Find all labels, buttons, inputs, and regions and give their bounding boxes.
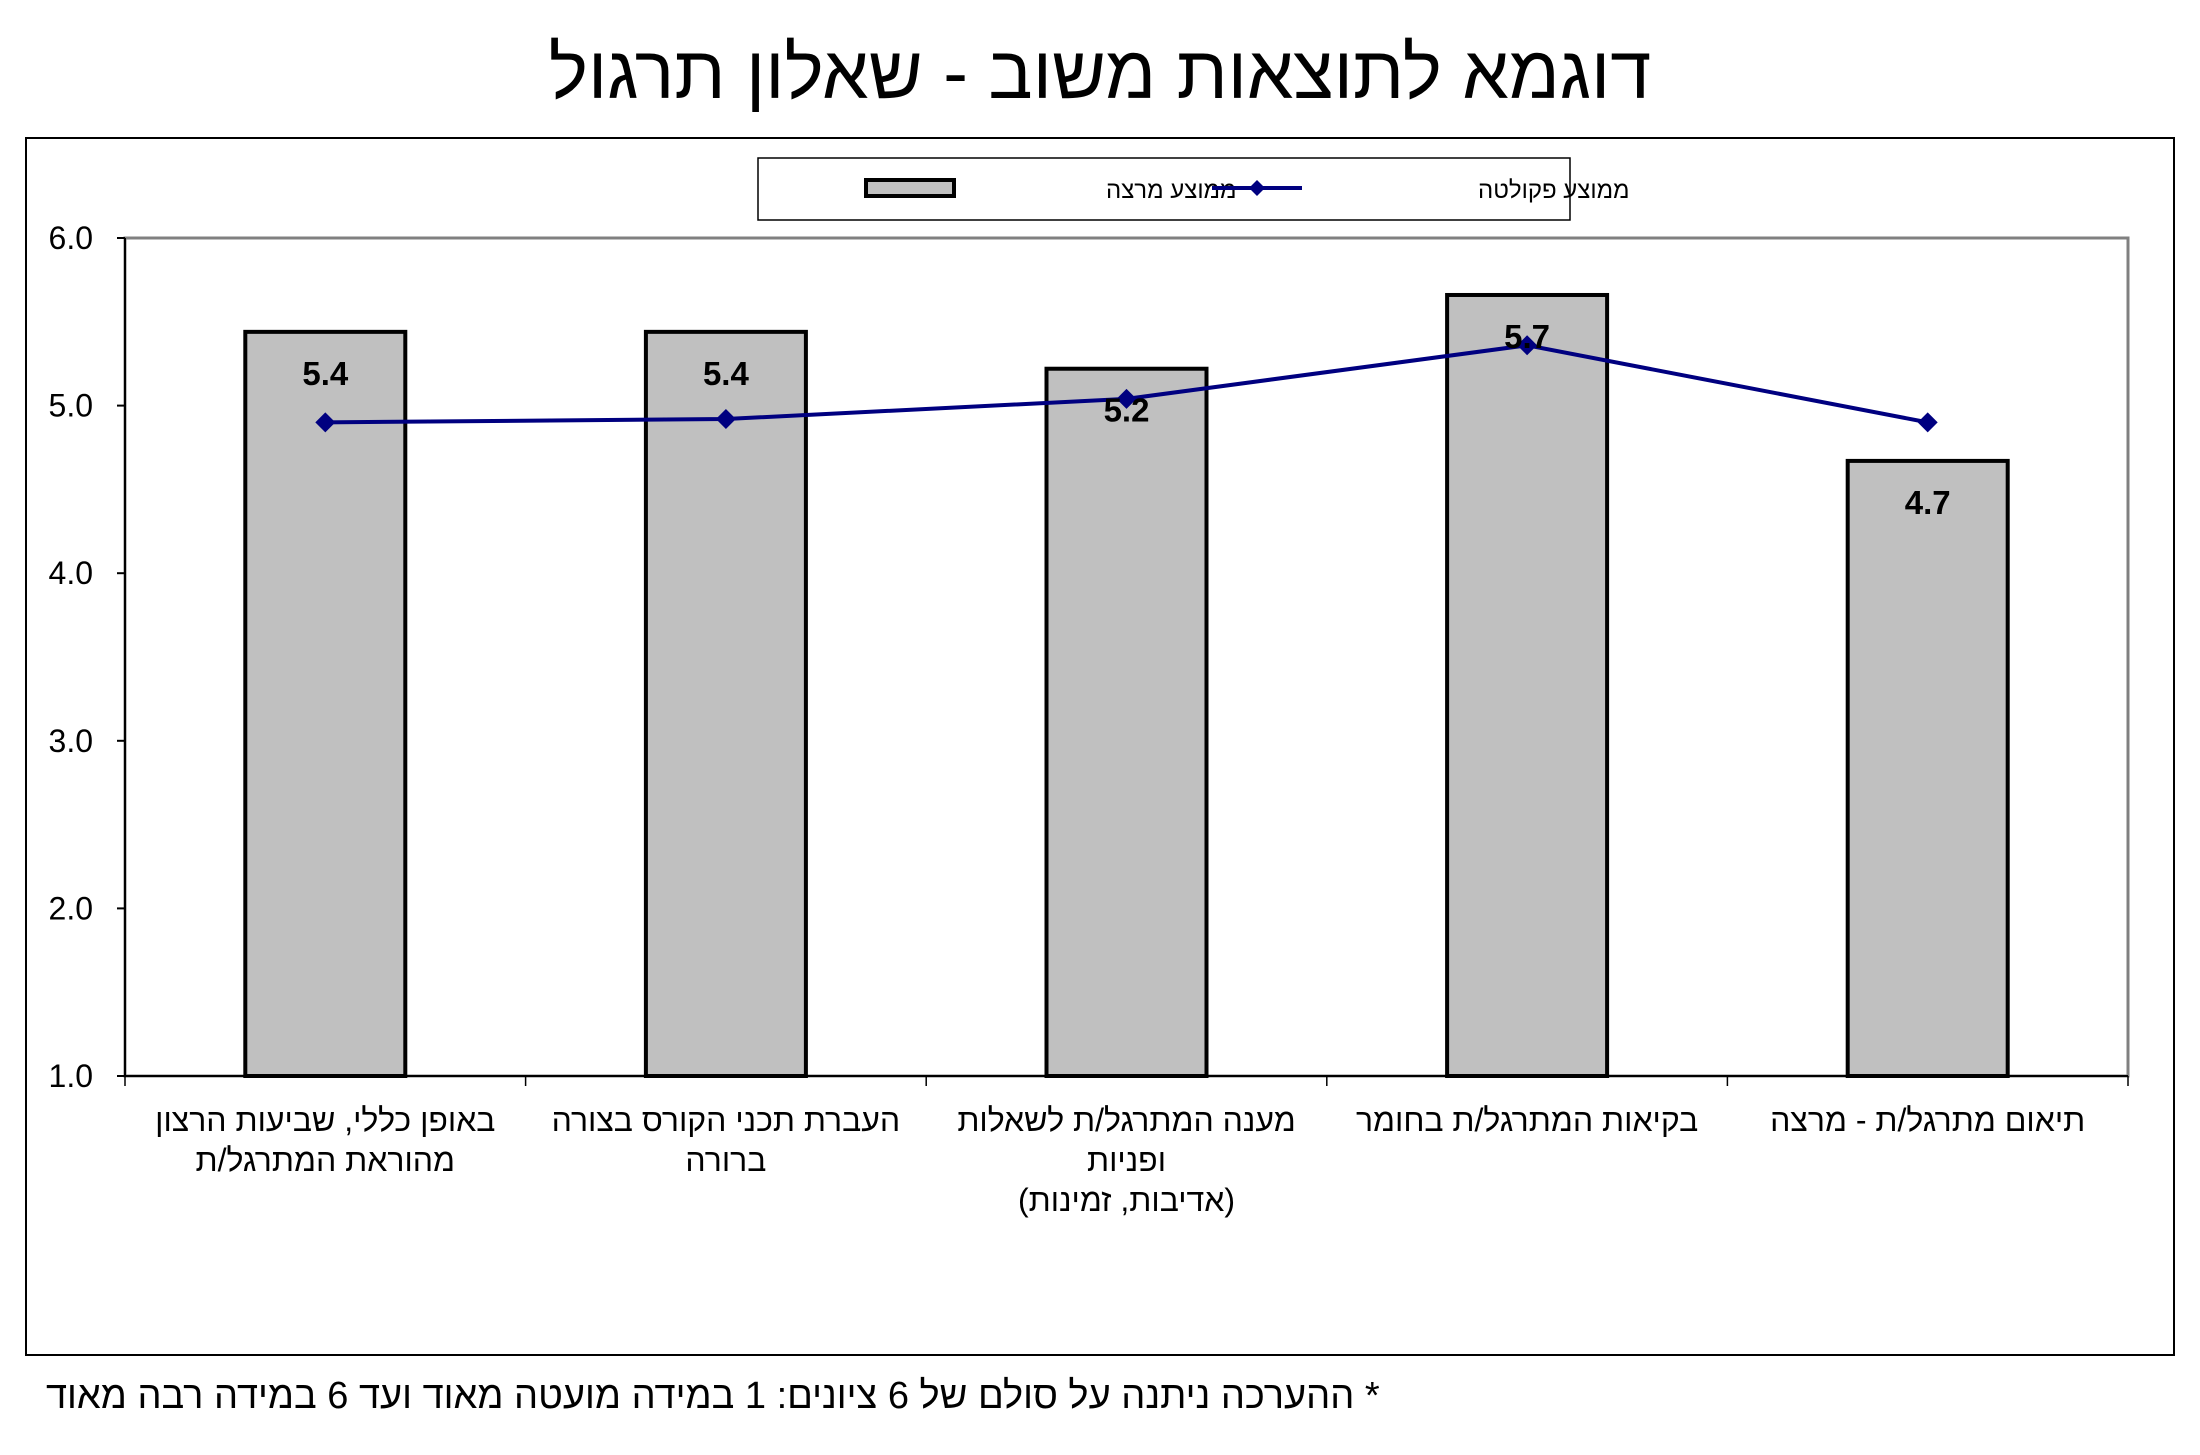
y-tick-label: 3.0 [48, 722, 93, 759]
legend-label-faculty-avg: ממוצע פקולטה [1478, 177, 1630, 204]
x-category-label: ופניות [1086, 1142, 1167, 1178]
chart-title: דוגמא לתוצאות משוב - שאלון תרגול [548, 31, 1652, 114]
legend-label-lecturer-avg: ממוצע מרצה [1106, 177, 1237, 204]
bar [646, 332, 806, 1076]
x-category-label: תיאום מתרגל/ת - מרצה [1770, 1102, 2086, 1138]
x-category-label: בקיאות המתרגל/ת בחומר [1355, 1102, 1699, 1138]
x-category-label: מהוראת המתרגל/ת [195, 1142, 456, 1178]
y-tick-label: 1.0 [48, 1058, 93, 1094]
x-category-label: (אדיבות, זמינות) [1017, 1182, 1236, 1218]
x-category-label: מענה המתרגל/ת לשאלות [957, 1102, 1296, 1138]
x-category-label: העברת תכני הקורס בצורה [551, 1102, 901, 1138]
legend [758, 158, 1630, 220]
x-category-label: באופן כללי, שביעות הרצון [155, 1102, 496, 1138]
bar-value-label: 4.7 [1904, 483, 1951, 521]
bar-value-label: 5.4 [702, 354, 749, 392]
y-tick-label: 5.0 [48, 387, 93, 424]
bar-value-label: 5.2 [1103, 391, 1150, 429]
y-tick-label: 4.0 [48, 555, 93, 592]
y-tick-label: 6.0 [48, 220, 93, 256]
legend-swatch-bar [866, 180, 954, 196]
bar [245, 332, 405, 1076]
bar [1047, 369, 1207, 1076]
bar-value-label: 5.7 [1504, 317, 1551, 355]
y-tick-label: 2.0 [48, 890, 93, 927]
bar-value-label: 5.4 [302, 354, 349, 392]
bar [1848, 461, 2008, 1076]
footnote: * ההערכה ניתנה על סולם של 6 ציונים: 1 במידה מועטה מאוד ועד 6 במידה רבה מאוד [46, 1375, 1380, 1417]
bar [1447, 295, 1607, 1076]
x-category-label: ברורה [685, 1142, 767, 1178]
